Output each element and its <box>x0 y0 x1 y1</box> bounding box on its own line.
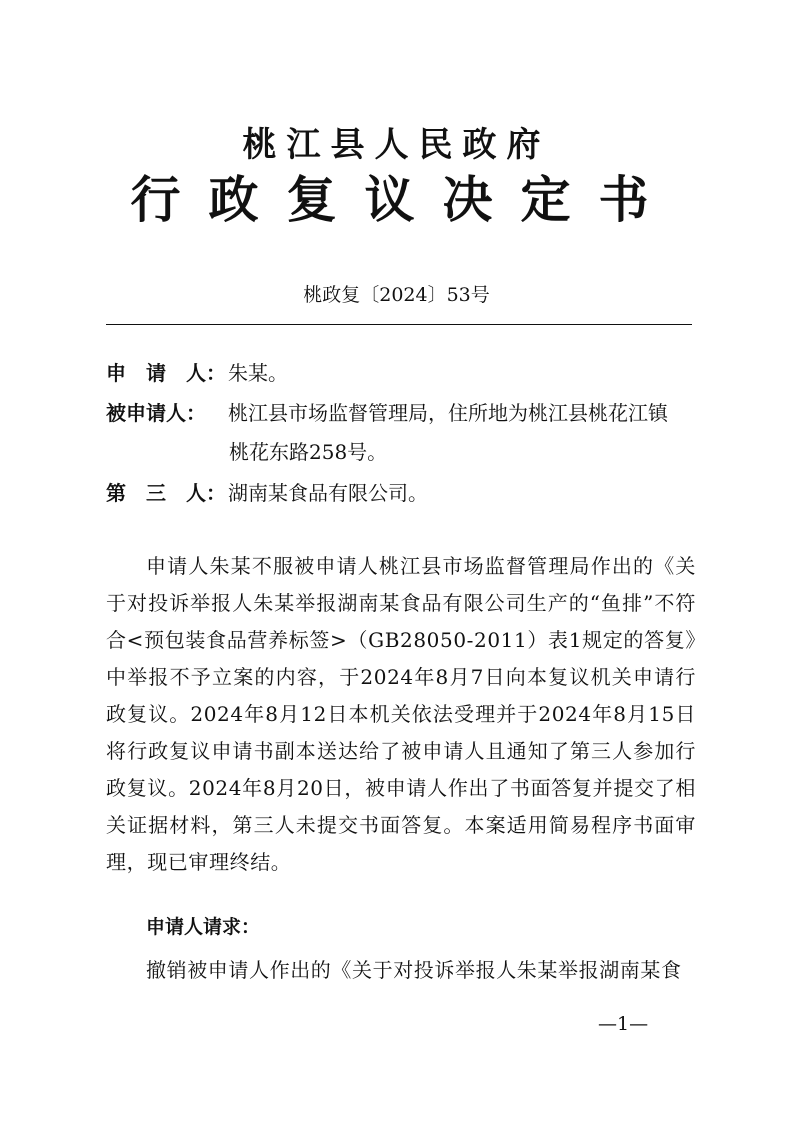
third-party-label: 第 三 人： <box>106 481 226 505</box>
document-number: 桃政复〔2024〕53号 <box>303 284 490 306</box>
party-applicant <box>106 355 706 391</box>
applicant-value: 朱某。 <box>228 361 288 385</box>
third-party-value: 湖南某食品有限公司。 <box>228 481 428 505</box>
party-respondent <box>106 395 706 431</box>
respondent-value-line1: 桃江县市场监督管理局，住所地为桃江县桃花江镇 <box>228 401 668 425</box>
party-third-party <box>106 475 706 511</box>
respondent-label: 被申请人： <box>106 401 206 425</box>
respondent-value-line2: 桃花东路258号。 <box>229 440 388 464</box>
header-divider <box>106 324 692 325</box>
request-heading: 申请人请求： <box>146 916 261 938</box>
request-text: 撤销被申请人作出的《关于对投诉举报人朱某举报湖南某食 <box>146 958 682 982</box>
applicant-label: 申 请 人： <box>106 361 226 385</box>
document-type-title: 行政复议决定书 <box>130 171 677 229</box>
page-number: —1— <box>598 1013 649 1035</box>
issuer-title: 桃江县人民政府 <box>242 125 551 165</box>
case-summary-paragraph: 申请人朱某不服被申请人桃江县市场监督管理局作出的《关于对投诉举报人朱某举报湖南某食品有限公司生产的“鱼排”不符合<预包装食品营养标签>（GB28050-2011）表1规定的答复》中举报不予立案的内容，于2024年8月7日向本复议机关申请行政复议。2024年8月12日本机关依法受理并于2024年8月15日将行政复议申请书副本送达给了被申请人且通知了第三人参加行政复议。2024年8月20日，被申请人作出了书面答复并提交了相关证据材料，第三人未提交书面答复。本案适用简易程序书面审理，现已审理终结。 <box>106 554 696 874</box>
